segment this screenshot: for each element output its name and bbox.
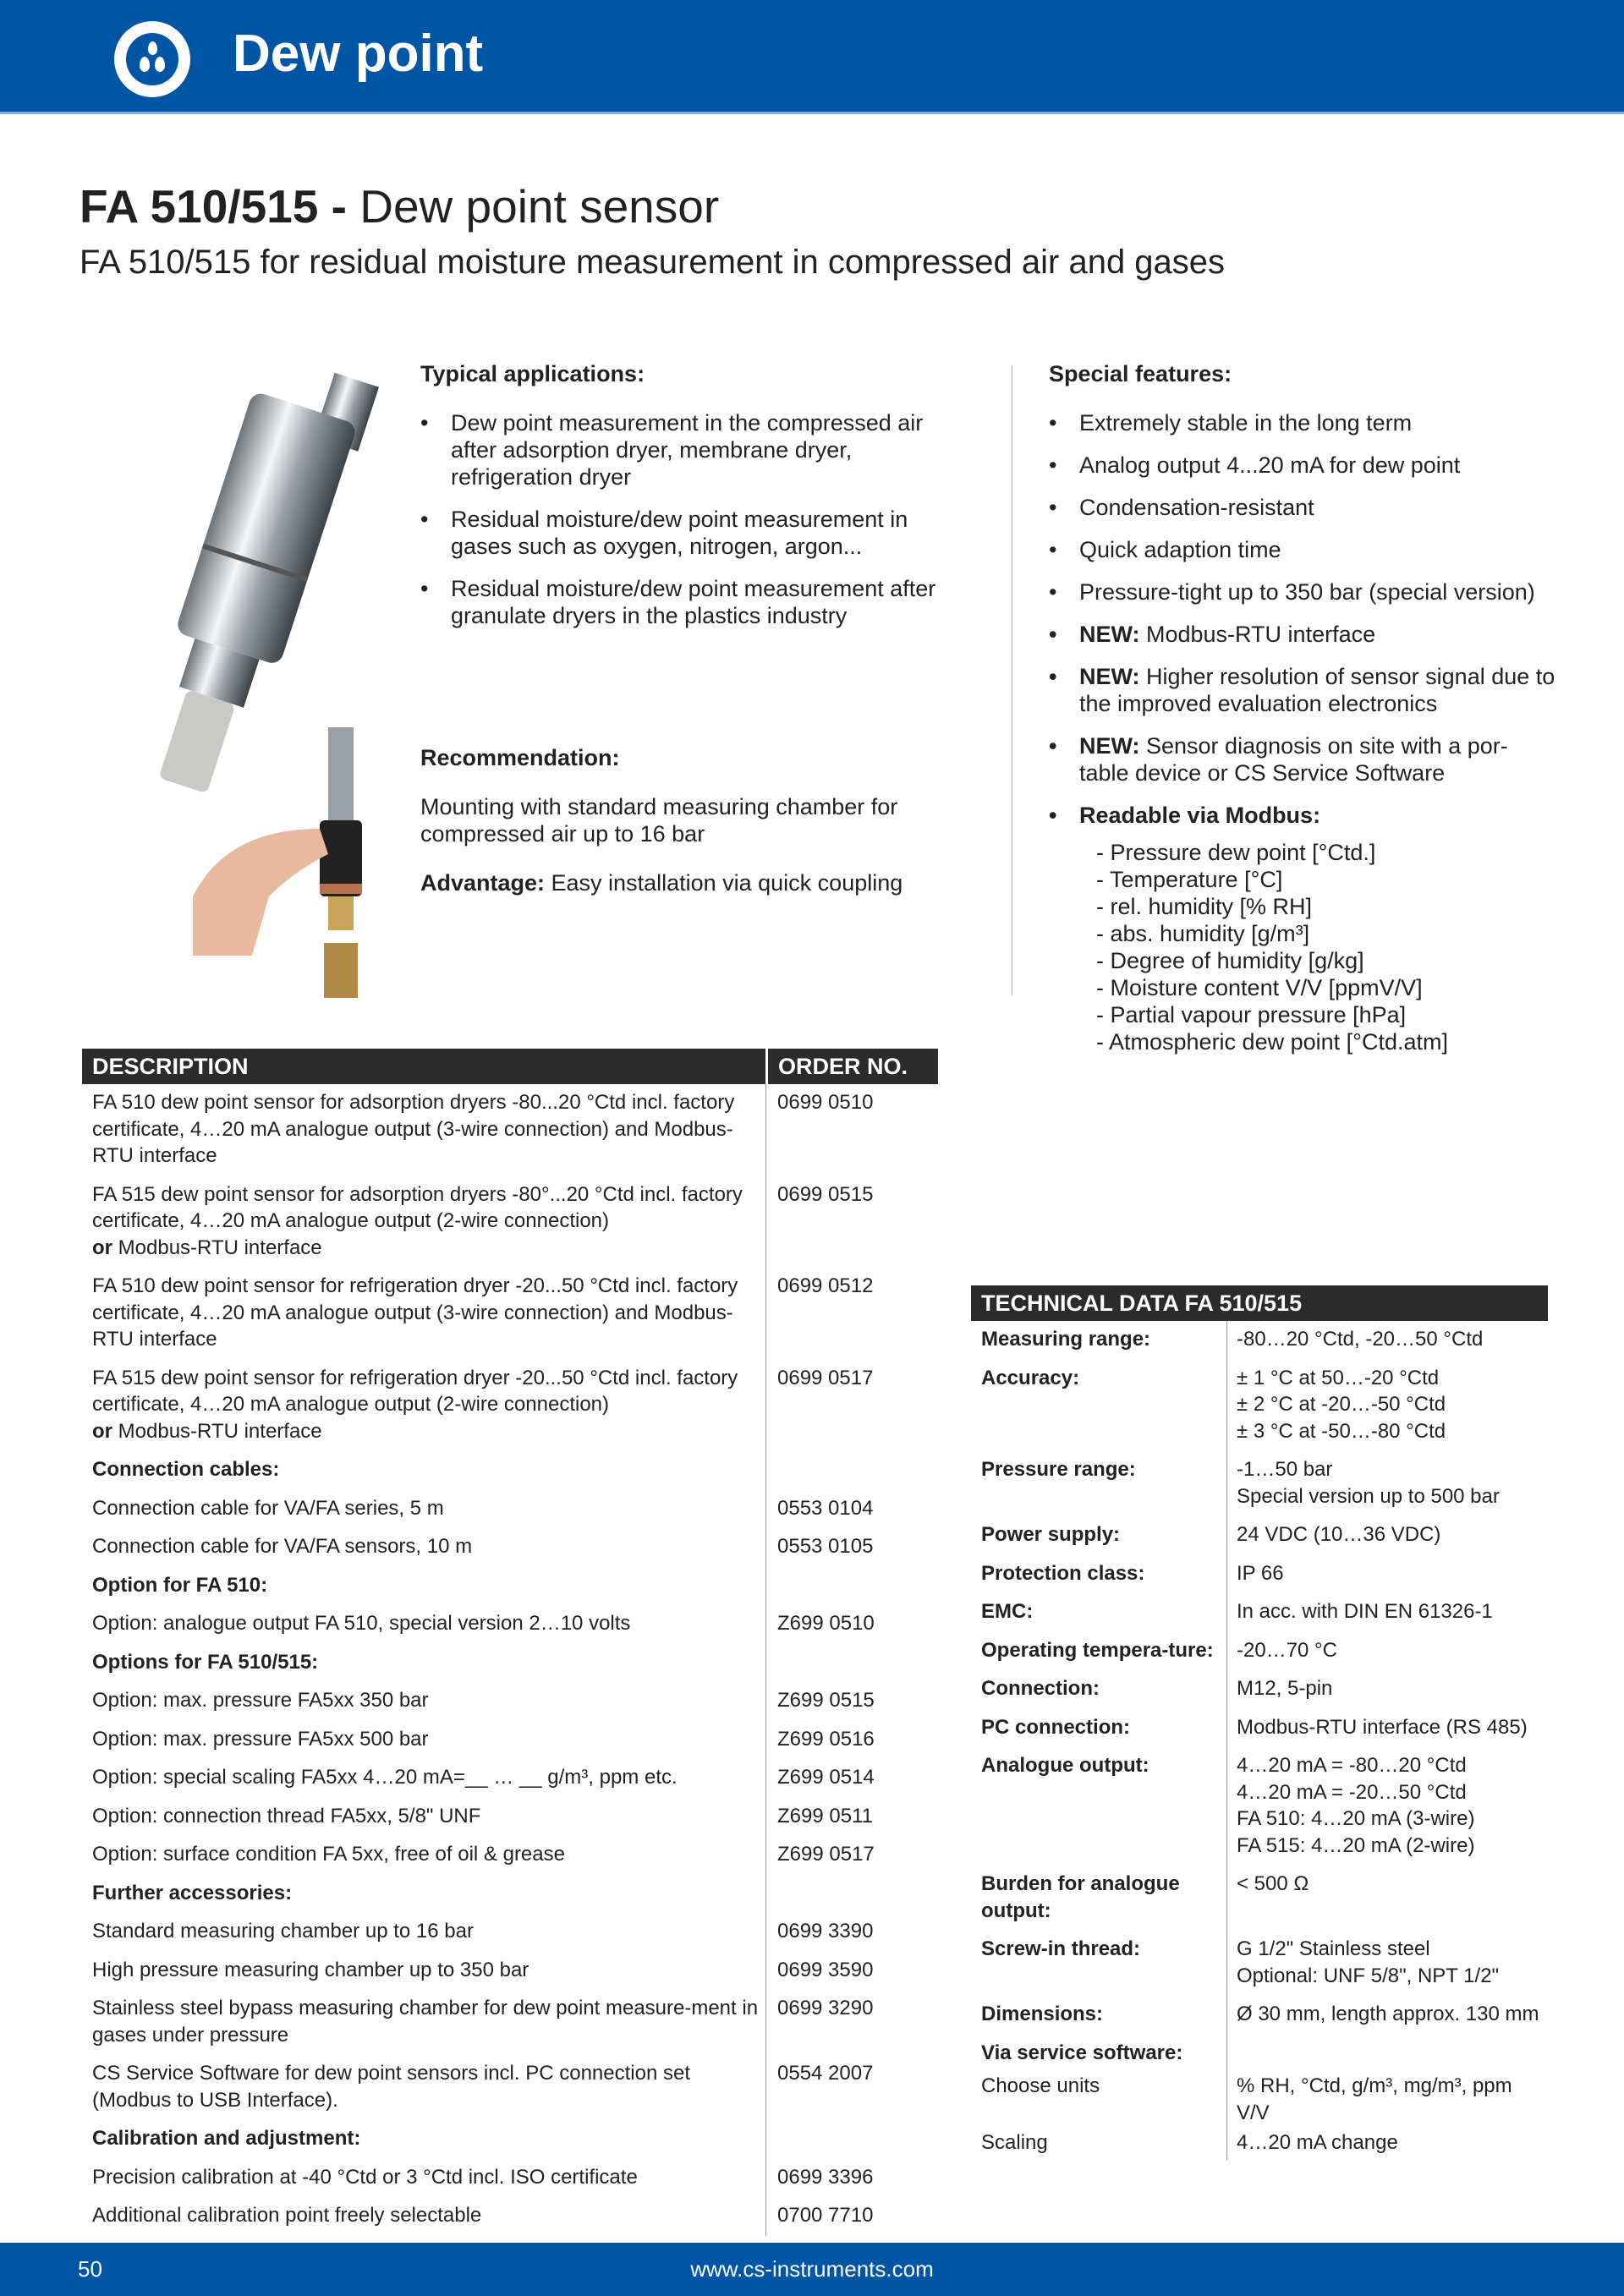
tech-row bbox=[971, 1451, 1548, 1516]
table-row bbox=[82, 1913, 938, 1952]
order-number-cell: 0554 2007 bbox=[777, 2062, 874, 2085]
description-cell: Calibration and adjustment: bbox=[92, 2127, 361, 2150]
product-title: FA 510/515 - Dew point sensor bbox=[80, 180, 720, 233]
description-cell: Connection cables: bbox=[92, 1458, 280, 1481]
tech-row bbox=[971, 1321, 1548, 1360]
tech-value: IP 66 bbox=[1237, 1561, 1284, 1585]
product-subtitle: FA 510/515 for residual moisture measurement in compressed air and gases bbox=[80, 244, 1226, 281]
description-cell: Standard measuring chamber up to 16 bar bbox=[92, 1920, 474, 1943]
tech-row bbox=[971, 2073, 1548, 2129]
description-cell: FA 515 dew point sensor for refrigeration dryer -20...50 °Ctd incl. factory certificate, 4…20 mA analogue output (2-wire connection) or Modbus-RTU interface bbox=[92, 1366, 738, 1443]
table-row bbox=[82, 1759, 938, 1798]
table-row bbox=[82, 1268, 938, 1360]
order-number-cell: 0699 0512 bbox=[777, 1274, 874, 1297]
tech-value: 4…20 mA = -80…20 °Ctd 4…20 mA = -20…50 °Ctd FA 510: 4…20 mA (3-wire) FA 515: 4…20 mA (2-wire) bbox=[1237, 1754, 1475, 1857]
tech-value: M12, 5-pin bbox=[1237, 1677, 1333, 1700]
tech-label: Dimensions: bbox=[981, 2003, 1104, 2025]
tech-value: -20…70 °C bbox=[1237, 1638, 1337, 1662]
tech-label: Accuracy: bbox=[981, 1366, 1080, 1389]
table-category-row bbox=[82, 1567, 938, 1606]
table-category-row bbox=[82, 1644, 938, 1683]
order-number-cell bbox=[765, 1572, 777, 1599]
tech-row bbox=[971, 1709, 1548, 1748]
order-number-cell: 0699 0517 bbox=[777, 1366, 874, 1389]
feature-item: • Condensation-resistant bbox=[1049, 494, 1556, 521]
table-row bbox=[82, 1084, 938, 1176]
tech-row bbox=[971, 1555, 1548, 1594]
table-row bbox=[82, 2159, 938, 2198]
features-heading: Special features: bbox=[1049, 361, 1232, 386]
feature-item: • Pressure-tight up to 350 bar (special version) bbox=[1049, 578, 1556, 606]
description-cell: Connection cable for VA/FA series, 5 m bbox=[92, 1496, 444, 1520]
typical-applications bbox=[420, 360, 962, 644]
tech-label: Analogue output: bbox=[981, 1754, 1149, 1777]
order-number-cell bbox=[765, 1649, 777, 1676]
order-table bbox=[82, 1049, 938, 2236]
tech-value: ± 1 °C at 50…-20 °Ctd ± 2 °C at -20…-50 °Ctd ± 3 °C at -50…-80 °Ctd bbox=[1237, 1366, 1446, 1443]
feature-item: • NEW: Higher resolution of sensor signal due to the improved evaluation electronics bbox=[1049, 663, 1556, 717]
tech-value: Modbus-RTU interface (RS 485) bbox=[1237, 1715, 1528, 1739]
description-cell: Option: analogue output FA 510, special version 2…10 volts bbox=[92, 1612, 631, 1635]
list-item: • Residual moisture/dew point measurement in gases such as oxygen, nitrogen, argon... bbox=[420, 506, 962, 560]
tech-row bbox=[971, 1931, 1548, 1996]
order-number-cell: Z699 0511 bbox=[777, 1804, 873, 1827]
table-row bbox=[82, 1360, 938, 1452]
tech-value bbox=[1226, 2040, 1539, 2067]
description-cell: Further accessories: bbox=[92, 1881, 293, 1904]
tech-value: 4…20 mA change bbox=[1237, 2131, 1398, 2154]
description-cell: FA 515 dew point sensor for adsorption dryers -80°...20 °Ctd incl. factory certificate, 4…20 mA analogue output (2-wire connection) or Modbus-RTU interface bbox=[92, 1182, 743, 1259]
table-row bbox=[82, 1528, 938, 1567]
order-number-cell: 0700 7710 bbox=[777, 2204, 874, 2227]
description-cell: Connection cable for VA/FA sensors, 10 m bbox=[92, 1535, 473, 1558]
tech-row bbox=[971, 2129, 1548, 2160]
table-row bbox=[82, 1798, 938, 1837]
description-cell: Option for FA 510: bbox=[92, 1573, 268, 1597]
order-number-cell: 0699 3390 bbox=[777, 1920, 874, 1943]
order-number-cell: 0699 3396 bbox=[777, 2165, 874, 2189]
feature-item: • NEW: Sensor diagnosis on site with a por-table device or CS Service Software bbox=[1049, 732, 1556, 786]
tech-value: In acc. with DIN EN 61326-1 bbox=[1237, 1600, 1493, 1623]
order-number-cell: 0699 3590 bbox=[777, 1958, 874, 1981]
mounting-hand-image bbox=[193, 727, 379, 1002]
order-number-cell: Z699 0514 bbox=[777, 1766, 875, 1789]
description-cell: Option: special scaling FA5xx 4…20 mA=__ … __ g/m³, ppm etc. bbox=[92, 1766, 678, 1789]
website-link[interactable]: www.cs-instruments.com bbox=[690, 2256, 934, 2282]
applications-heading: Typical applications: bbox=[420, 361, 645, 386]
recommendation-heading: Recommendation: bbox=[420, 745, 620, 770]
table-row bbox=[82, 2197, 938, 2236]
table-row bbox=[82, 2055, 938, 2120]
tech-value: -1…50 bar Special version up to 500 bar bbox=[1237, 1458, 1500, 1508]
order-number-cell: 0553 0104 bbox=[777, 1496, 874, 1520]
tech-value: -80…20 °Ctd, -20…50 °Ctd bbox=[1237, 1328, 1484, 1351]
tech-label: Scaling bbox=[981, 2131, 1048, 2154]
page-number: 50 bbox=[78, 2256, 102, 2282]
order-number-cell bbox=[765, 2125, 777, 2152]
modbus-value: - Degree of humidity [g/kg] bbox=[1096, 948, 1364, 973]
tech-row bbox=[971, 1670, 1548, 1709]
tech-label: Power supply: bbox=[981, 1523, 1121, 1546]
tech-label: Screw-in thread: bbox=[981, 1937, 1141, 1960]
tech-row bbox=[971, 1360, 1548, 1452]
feature-item: • Quick adaption time bbox=[1049, 536, 1556, 563]
list-item: • Residual moisture/dew point measurement after granulate dryers in the plastics industry bbox=[420, 575, 962, 629]
modbus-value: - Temperature [°C] bbox=[1096, 867, 1283, 892]
description-cell: FA 510 dew point sensor for adsorption dryers -80...20 °Ctd incl. factory certificate, 4…20 mA analogue output (3-wire connection) and Modbus-RTU interface bbox=[92, 1091, 735, 1167]
modbus-value: - Pressure dew point [°Ctd.] bbox=[1096, 840, 1376, 865]
order-number-cell bbox=[765, 1880, 777, 1907]
description-cell: Option: max. pressure FA5xx 500 bar bbox=[92, 1727, 429, 1751]
tech-row bbox=[971, 1996, 1548, 2035]
description-cell: Option: connection thread FA5xx, 5/8" UNF bbox=[92, 1804, 481, 1827]
advantage-text: Advantage: Easy installation via quick coupling bbox=[420, 870, 903, 896]
tech-label: Pressure range: bbox=[981, 1458, 1136, 1481]
special-features bbox=[1049, 360, 1556, 1055]
order-table-header: DESCRIPTION ORDER NO. bbox=[82, 1049, 938, 1084]
description-cell: CS Service Software for dew point sensors incl. PC connection set (Modbus to USB Interface). bbox=[92, 2062, 690, 2112]
order-number-cell: 0699 0515 bbox=[777, 1182, 874, 1206]
tech-row bbox=[971, 1593, 1548, 1632]
feature-item: • NEW: Modbus-RTU interface bbox=[1049, 621, 1556, 648]
footer-band bbox=[0, 2243, 1624, 2296]
tech-label: PC connection: bbox=[981, 1715, 1131, 1739]
description-cell: Stainless steel bypass measuring chamber for dew point measure-ment in gases under pressure bbox=[92, 1997, 759, 2047]
description-cell: Additional calibration point freely selectable bbox=[92, 2204, 482, 2227]
order-number-cell bbox=[765, 1456, 777, 1483]
section-title: Dew point bbox=[233, 25, 484, 83]
header-band bbox=[0, 0, 1624, 114]
order-number-cell: 0699 3290 bbox=[777, 1997, 874, 2019]
tech-row bbox=[971, 1866, 1548, 1931]
tech-value: 24 VDC (10…36 VDC) bbox=[1237, 1523, 1441, 1546]
technical-data-table bbox=[971, 1285, 1548, 2160]
table-category-row bbox=[82, 1875, 938, 1914]
tech-value: < 500 Ω bbox=[1237, 1872, 1309, 1895]
tech-label: Via service software: bbox=[981, 2041, 1183, 2064]
table-row bbox=[82, 1990, 938, 2055]
water-drops-icon bbox=[114, 21, 190, 97]
feature-item: • Analog output 4...20 mA for dew point bbox=[1049, 452, 1556, 479]
description-cell: Precision calibration at -40 °Ctd or 3 °Ctd incl. ISO certificate bbox=[92, 2165, 638, 2189]
tech-row bbox=[971, 1632, 1548, 1671]
description-cell: FA 510 dew point sensor for refrigeration dryer -20...50 °Ctd incl. factory certificate, 4…20 mA analogue output (3-wire connection) and Modbus-RTU interface bbox=[92, 1274, 738, 1351]
tech-label: EMC: bbox=[981, 1600, 1034, 1623]
description-cell: High pressure measuring chamber up to 350 bar bbox=[92, 1958, 529, 1981]
tech-row bbox=[971, 2035, 1548, 2074]
description-cell: Option: max. pressure FA5xx 350 bar bbox=[92, 1689, 429, 1712]
feature-item: • Readable via Modbus: bbox=[1049, 802, 1556, 829]
table-row bbox=[82, 1952, 938, 1991]
description-cell: Options for FA 510/515: bbox=[92, 1650, 319, 1674]
list-item: • Dew point measurement in the compressed air after adsorption dryer, membrane dryer, refrigeration dryer bbox=[420, 409, 962, 490]
table-row bbox=[82, 1682, 938, 1721]
tech-label: Choose units bbox=[981, 2074, 1100, 2097]
table-row bbox=[82, 1836, 938, 1875]
tech-value: G 1/2" Stainless steel Optional: UNF 5/8", NPT 1/2" bbox=[1237, 1937, 1500, 1987]
modbus-value: - Moisture content V/V [ppmV/V] bbox=[1096, 975, 1423, 1000]
technical-data-header: TECHNICAL DATA FA 510/515 bbox=[971, 1285, 1548, 1321]
order-number-cell: 0553 0105 bbox=[777, 1535, 874, 1558]
modbus-value: - Partial vapour pressure [hPa] bbox=[1096, 1002, 1407, 1027]
feature-item: • Extremely stable in the long term bbox=[1049, 409, 1556, 436]
modbus-value: - abs. humidity [g/m³] bbox=[1096, 921, 1310, 946]
order-number-cell: Z699 0517 bbox=[777, 1843, 875, 1866]
modbus-value: - rel. humidity [% RH] bbox=[1096, 894, 1313, 919]
table-row bbox=[82, 1721, 938, 1760]
recommendation-text: Mounting with standard measuring chamber for compressed air up to 16 bar bbox=[420, 794, 898, 847]
modbus-value: - Atmospheric dew point [°Ctd.atm] bbox=[1096, 1029, 1448, 1055]
description-cell: Option: surface condition FA 5xx, free of oil & grease bbox=[92, 1843, 565, 1866]
table-category-row bbox=[82, 1451, 938, 1490]
tech-value: % RH, °Ctd, g/m³, mg/m³, ppm V/V bbox=[1237, 2074, 1512, 2124]
tech-label: Connection: bbox=[981, 1677, 1100, 1700]
tech-label: Protection class: bbox=[981, 1561, 1145, 1585]
tech-label: Operating tempera-ture: bbox=[981, 1638, 1214, 1662]
tech-row bbox=[971, 1516, 1548, 1555]
order-number-cell: Z699 0516 bbox=[777, 1727, 875, 1751]
recommendation bbox=[420, 744, 962, 918]
tech-row bbox=[971, 1747, 1548, 1866]
table-row bbox=[82, 1490, 938, 1529]
tech-label: Measuring range: bbox=[981, 1328, 1151, 1351]
order-number-cell: 0699 0510 bbox=[777, 1091, 874, 1114]
tech-label: Burden for analogue output: bbox=[981, 1872, 1180, 1922]
table-row bbox=[82, 1176, 938, 1269]
modbus-values-list bbox=[1049, 839, 1556, 1055]
table-category-row bbox=[82, 2120, 938, 2159]
tech-value: Ø 30 mm, length approx. 130 mm bbox=[1237, 2003, 1539, 2025]
table-row bbox=[82, 1605, 938, 1644]
order-number-cell: Z699 0515 bbox=[777, 1689, 875, 1712]
order-number-cell: Z699 0510 bbox=[777, 1612, 875, 1635]
